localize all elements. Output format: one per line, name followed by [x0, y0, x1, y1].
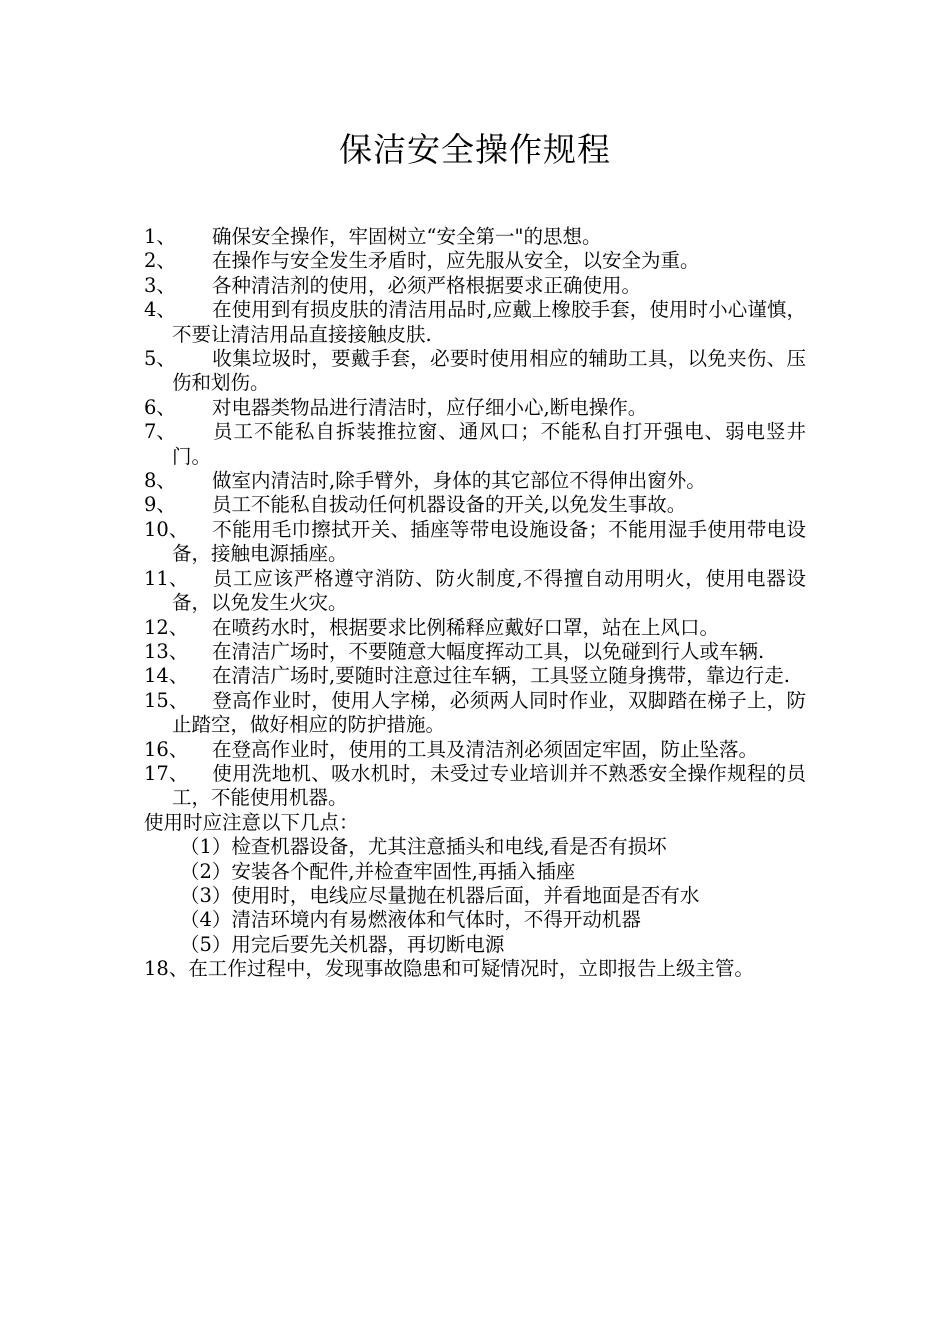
- rule-text: 在使用到有损皮肤的清洁用品时,应戴上橡胶手套，使用时小心谨慎，不要让清洁用品直接接触皮肤.: [172, 298, 806, 346]
- rule-item: [144, 567, 806, 616]
- rule-item: [144, 493, 806, 517]
- rule-number: 4、: [144, 298, 176, 322]
- rule-text: 使用洗地机、吸水机时，未受过专业培训并不熟悉安全操作规程的员工，不能使用机器。: [172, 761, 806, 810]
- rule-item: [144, 249, 806, 273]
- rule-number: 2、: [144, 249, 176, 273]
- rule-number: 14、: [144, 664, 189, 688]
- rule-number: 5、: [144, 347, 176, 371]
- rule-item: [144, 640, 806, 664]
- rule-text: 员工不能私自拆装推拉窗、通风口；不能私自打开强电、弱电竖井门。: [172, 420, 806, 468]
- rule-text: 员工不能私自拔动任何机器设备的开关,以免发生事故。: [212, 493, 687, 517]
- rule-number: 12、: [144, 615, 189, 639]
- rule-text: 在登高作业时，使用的工具及清洁剂必须固定牢固，防止坠落。: [212, 737, 759, 761]
- rule-item: [144, 762, 806, 811]
- rule-item: [144, 689, 806, 738]
- rule-text: 各种清洁剂的使用，必须严格根据要求正确使用。: [212, 273, 642, 297]
- rule-text: 不能用毛巾擦拭开关、插座等带电设施设备；不能用湿手使用带电设备，接触电源插座。: [172, 517, 806, 566]
- usage-subitem: （1）检查机器设备，尤其注意插头和电线,看是否有损坏: [180, 835, 667, 859]
- rule-number: 11、: [144, 566, 189, 590]
- rule-text: 做室内清洁时,除手臂外，身体的其它部位不得伸出窗外。: [212, 469, 706, 493]
- rule-item: [144, 298, 806, 347]
- rule-item: [144, 225, 806, 249]
- rule-number: 13、: [144, 639, 189, 663]
- usage-intro: 使用时应注意以下几点：: [144, 810, 359, 834]
- rule-number: 15、: [144, 688, 189, 712]
- rule-text: 在操作与安全发生矛盾时，应先服从安全，以安全为重。: [212, 249, 700, 273]
- rule-item: [144, 347, 806, 396]
- rule-number: 16、: [144, 737, 189, 761]
- rule-item: [144, 616, 806, 640]
- rule-text: 员工应该严格遵守消防、防火制度,不得擅自动用明火，使用电器设备，以免发生火灾。: [172, 566, 806, 615]
- usage-subitem: （5）用完后要先关机器，再切断电源: [180, 932, 505, 956]
- rule-item: [144, 469, 806, 493]
- rule-number: 17、: [144, 761, 189, 785]
- usage-subitem: （4）清洁环境内有易燃液体和气体时，不得开动机器: [180, 908, 641, 932]
- rule-text: 登高作业时，使用人字梯，必须两人同时作业，双脚踏在梯子上，防止踏空，做好相应的防护措施。: [172, 688, 806, 737]
- rules-list: [144, 225, 806, 811]
- rule-number: 10、: [144, 517, 189, 541]
- document-body: [144, 225, 806, 982]
- rule-text: 收集垃圾时，要戴手套，必要时使用相应的辅助工具，以免夹伤、压伤和划伤。: [172, 347, 806, 395]
- rule-text: 对电器类物品进行清洁时，应仔细小心,断电操作。: [212, 395, 648, 419]
- rule-item: [144, 274, 806, 298]
- rule-text: 确保安全操作，牢固树立“安全第一"的思想。: [212, 225, 602, 248]
- rule-item-18: 18、在工作过程中，发现事故隐患和可疑情况时，立即报告上级主管。: [144, 957, 754, 981]
- rule-item: [144, 518, 806, 567]
- page-title: 保洁安全操作规程: [339, 130, 611, 169]
- rule-number: 3、: [144, 273, 176, 297]
- rule-text: 在喷药水时，根据要求比例稀释应戴好口罩，站在上风口。: [212, 615, 720, 639]
- rule-item: [144, 738, 806, 762]
- rule-text: 在清洁广场时,要随时注意过往车辆，工具竖立随身携带，靠边行走.: [212, 664, 790, 688]
- usage-subitem: （2）安装各个配件,并检查牢固性,再插入插座: [180, 859, 576, 883]
- rule-number: 1、: [144, 225, 176, 248]
- rule-number: 7、: [144, 420, 176, 444]
- usage-sublist: [144, 835, 806, 957]
- rule-number: 8、: [144, 469, 176, 493]
- rule-text: 在清洁广场时，不要随意大幅度挥动工具，以免碰到行人或车辆.: [212, 639, 765, 663]
- rule-item: [144, 396, 806, 420]
- rule-item: [144, 420, 806, 469]
- rule-item: [144, 664, 806, 688]
- rule-number: 9、: [144, 493, 176, 517]
- usage-subitem: （3）使用时，电线应尽量抛在机器后面，并看地面是否有水: [180, 883, 700, 907]
- rule-number: 6、: [144, 395, 176, 419]
